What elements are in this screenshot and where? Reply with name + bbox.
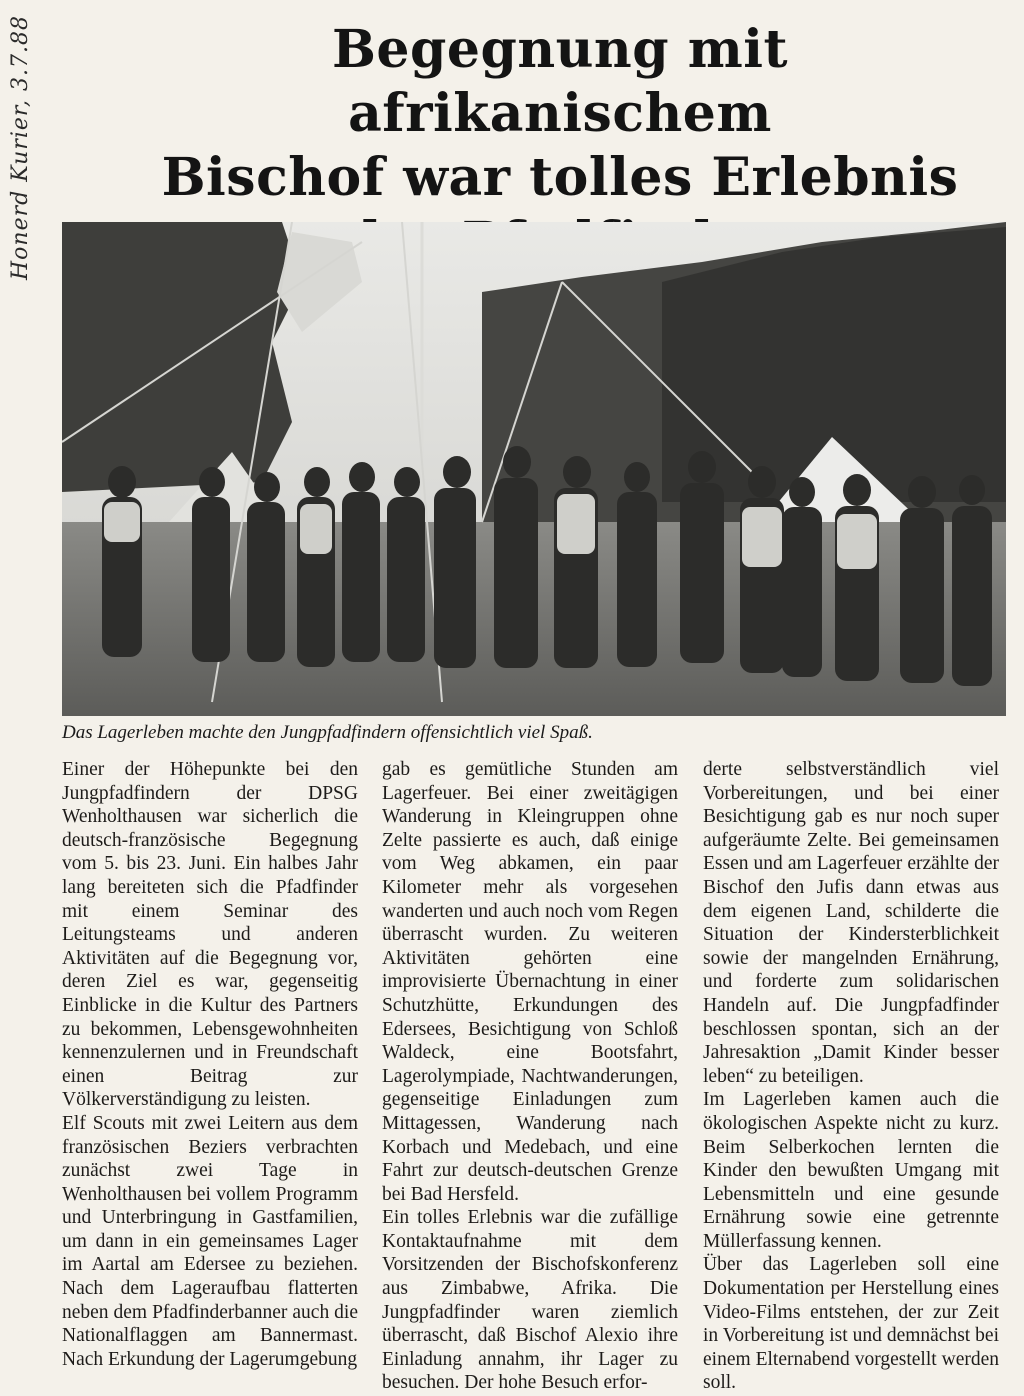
handwritten-source-note: Honerd Kurier, 3.7.88 <box>8 15 33 280</box>
paragraph: derte selbstverständlich viel Vorbereitungen, und bei einer Besichtigung gab es nur noch super aufgeräumte Zelte. Bei gemeinsamen Essen und am Lagerfeuer erzählte der Bischof den Jufis dann etwas aus dem eigenen Land, schilderte die Situation der Kindersterblichkeit sowie der mangelnden Ernährung, und forderte zum solidarischen Handeln auf. Die Jungpfadfinder beschlossen spontan, sich an der Jahresaktion „Damit Kinder besser leben“ zu beteiligen. <box>703 759 999 1087</box>
headline-line-1: Begegnung mit afrikanischem <box>331 19 788 144</box>
group-photo-illustration <box>62 222 1006 716</box>
article-column-2 <box>382 758 678 1395</box>
group-photo <box>62 222 1006 716</box>
paragraph: Im Lagerleben kamen auch die ökologischen Aspekte nicht zu kurz. Beim Selberkochen lernten die Kinder den bewußten Umgang mit Lebensmitteln und eine gesunde Ernährung sowie eine getrennte Müllerfassung kennen. <box>703 1089 999 1252</box>
paragraph: Über das Lagerleben soll eine Dokumentation per Herstellung eines Video-Films entstehen, der zur Zeit in Vorbereitung ist und demnächst bei einem Elternabend vorgestellt werden soll. <box>703 1254 999 1394</box>
article-column-3 <box>703 758 999 1395</box>
paragraph: Elf Scouts mit zwei Leitern aus dem französischen Beziers verbrachten zunächst zwei Tage in Wenholthausen bei vollem Programm und Unterbringung in Gastfamilien, um dann in ein gemeinsames Lager im Aartal am Edersee zu beziehen. Nach dem Lageraufbau flatterten neben dem Pfadfinderbanner auch die Nationalflaggen am Bannermast. Nach Erkundung der Lagerumgebung <box>62 1112 358 1370</box>
headline-line-2: Bischof war tolles Erlebnis <box>161 147 959 208</box>
article-column-1 <box>62 758 358 1371</box>
paragraph: Ein tolles Erlebnis war die zufällige Kontaktaufnahme mit dem Vorsitzenden der Bischofskonferenz aus Zimbabwe, Afrika. Die Jungpfadfinder waren ziemlich überrascht, daß Bischof Alexio ihre Einladung annahm, ihr Lager zu besuchen. Der hohe Besuch erfor- <box>382 1207 678 1394</box>
photo-caption: Das Lagerleben machte den Jungpfadfindern offensichtlich viel Spaß. <box>62 722 593 743</box>
paragraph: Einer der Höhepunkte bei den Jungpfadfindern der DPSG Wenholthausen war sicherlich die deutsch-französische Begegnung vom 5. bis 23. Juni. Ein halbes Jahr lang bereiteten sich die Pfadfinder mit einem Seminar des Leitungsteams und anderen Aktivitäten auf die Begegnung vor, deren Ziel es war, gegenseitig Einblicke in die Kultur des Partners zu bekommen, Lebensgewohnheiten kennenzulernen und in Freundschaft einen Beitrag zur Völkerverständigung zu leisten. <box>62 759 358 1111</box>
paragraph: gab es gemütliche Stunden am Lagerfeuer. Bei einer zweitägigen Wanderung in Kleingruppen ohne Zelte passierte es auch, daß einige vom Weg abkamen, ein paar Kilometer mehr als vorgesehen wanderten und auch noch vom Regen überrascht wurden. Zu weiteren Aktivitäten gehörten eine improvisierte Übernachtung in einer Schutzhütte, Erkundungen des Edersees, Besichtigung von Schloß Waldeck, eine Bootsfahrt, Lagerolympiade, Nachtwanderungen, gegenseitige Einladungen zum Mittagessen, Wanderung nach Korbach und Medebach, und eine Fahrt zur deutsch-deutschen Grenze bei Bad Hersfeld. <box>382 759 678 1205</box>
